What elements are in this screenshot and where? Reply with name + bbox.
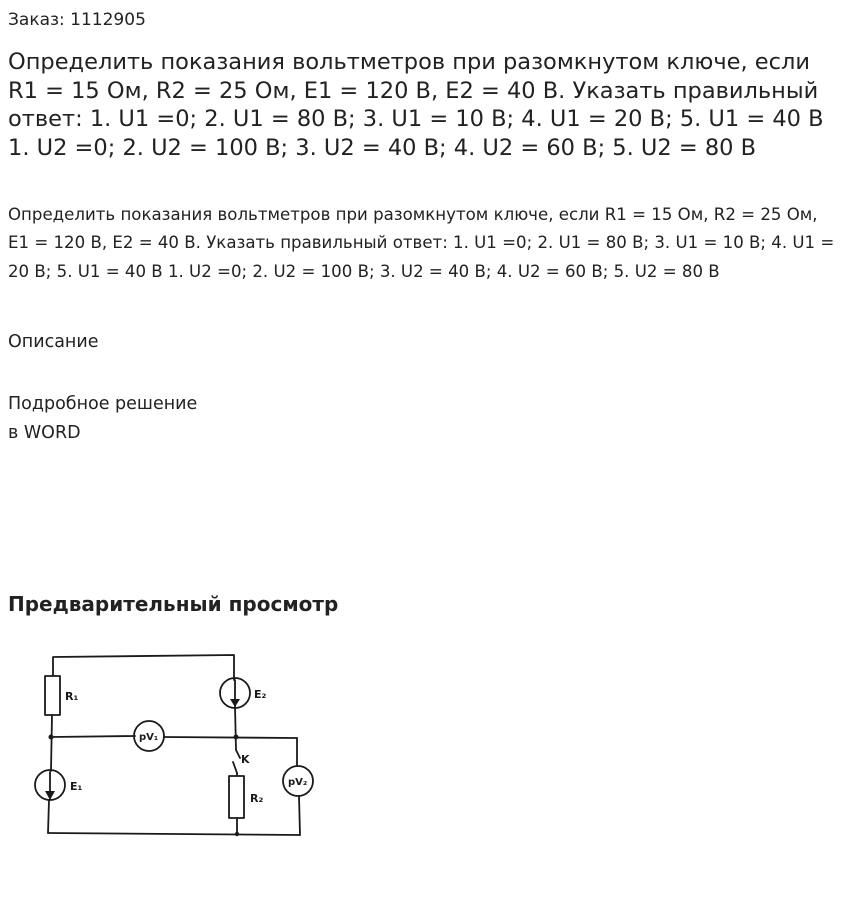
circuit-diagram	[8, 640, 328, 850]
label-pv2: pV₂	[288, 777, 308, 788]
wire-bottom	[48, 833, 300, 835]
label-k: K	[241, 753, 250, 766]
order-number: Заказ: 1112905	[8, 10, 146, 30]
task-text: Определить показания вольтметров при разомкнутом ключе, если R1 = 15 Ом, R2 = 25 Ом, Е1 = 120 В, Е2 = 40 В. Указать правильный ответ: 1. U1 =0; 2. U1 = 80 В; 3. U1 = 10 В; 4. U1 = 20 В; 5. U1 = 40 В 1. U2 =0; 2. U2 = 100 В; 3. U2 = 40 В; 4. U2 = 60 В; 5. U2 = 80 В	[8, 205, 835, 281]
preview-heading: Предварительный просмотр	[8, 592, 339, 616]
key-k	[233, 750, 240, 773]
wire-left-lower	[48, 800, 49, 833]
junction-middle	[234, 735, 239, 740]
resistor-r1	[45, 676, 60, 715]
page-title: Определить показания вольтметров при разомкнутом ключе, если R1 = 15 Ом, R2 = 25 Ом, Е1 = 120 В, Е2 = 40 В. Указать правильный ответ: 1. U1 =0; 2. U1 = 80 В; 3. U1 = 10 В; 4. U1 = 20 В; 5. U1 = 40 В 1. U2 =0; 2. U2 = 100 В; 3. U2 = 40 В; 4. U2 = 60 В; 5. U2 = 80 В	[8, 49, 824, 161]
wire-middle-right	[164, 737, 297, 738]
resistor-r2	[229, 776, 244, 818]
label-r1: R₁	[65, 690, 79, 703]
label-e1: E₁	[70, 780, 83, 793]
arrow-e1	[45, 791, 55, 800]
wire-right-lower	[299, 796, 300, 835]
wire-left-upper	[51, 715, 52, 771]
junction-bottom	[235, 832, 239, 836]
description-line-2: в WORD	[8, 423, 81, 443]
arrow-e2	[230, 699, 240, 707]
junction-left	[49, 735, 54, 740]
description-label: Описание	[8, 332, 99, 352]
wire-e2-down	[235, 706, 236, 750]
wire-top	[53, 655, 234, 680]
label-e2: E₂	[254, 688, 267, 701]
description-line-1: Подробное решение	[8, 394, 198, 414]
label-pv1: pV₁	[139, 732, 159, 743]
wire-middle-left	[51, 736, 135, 737]
label-r2: R₂	[250, 792, 264, 805]
